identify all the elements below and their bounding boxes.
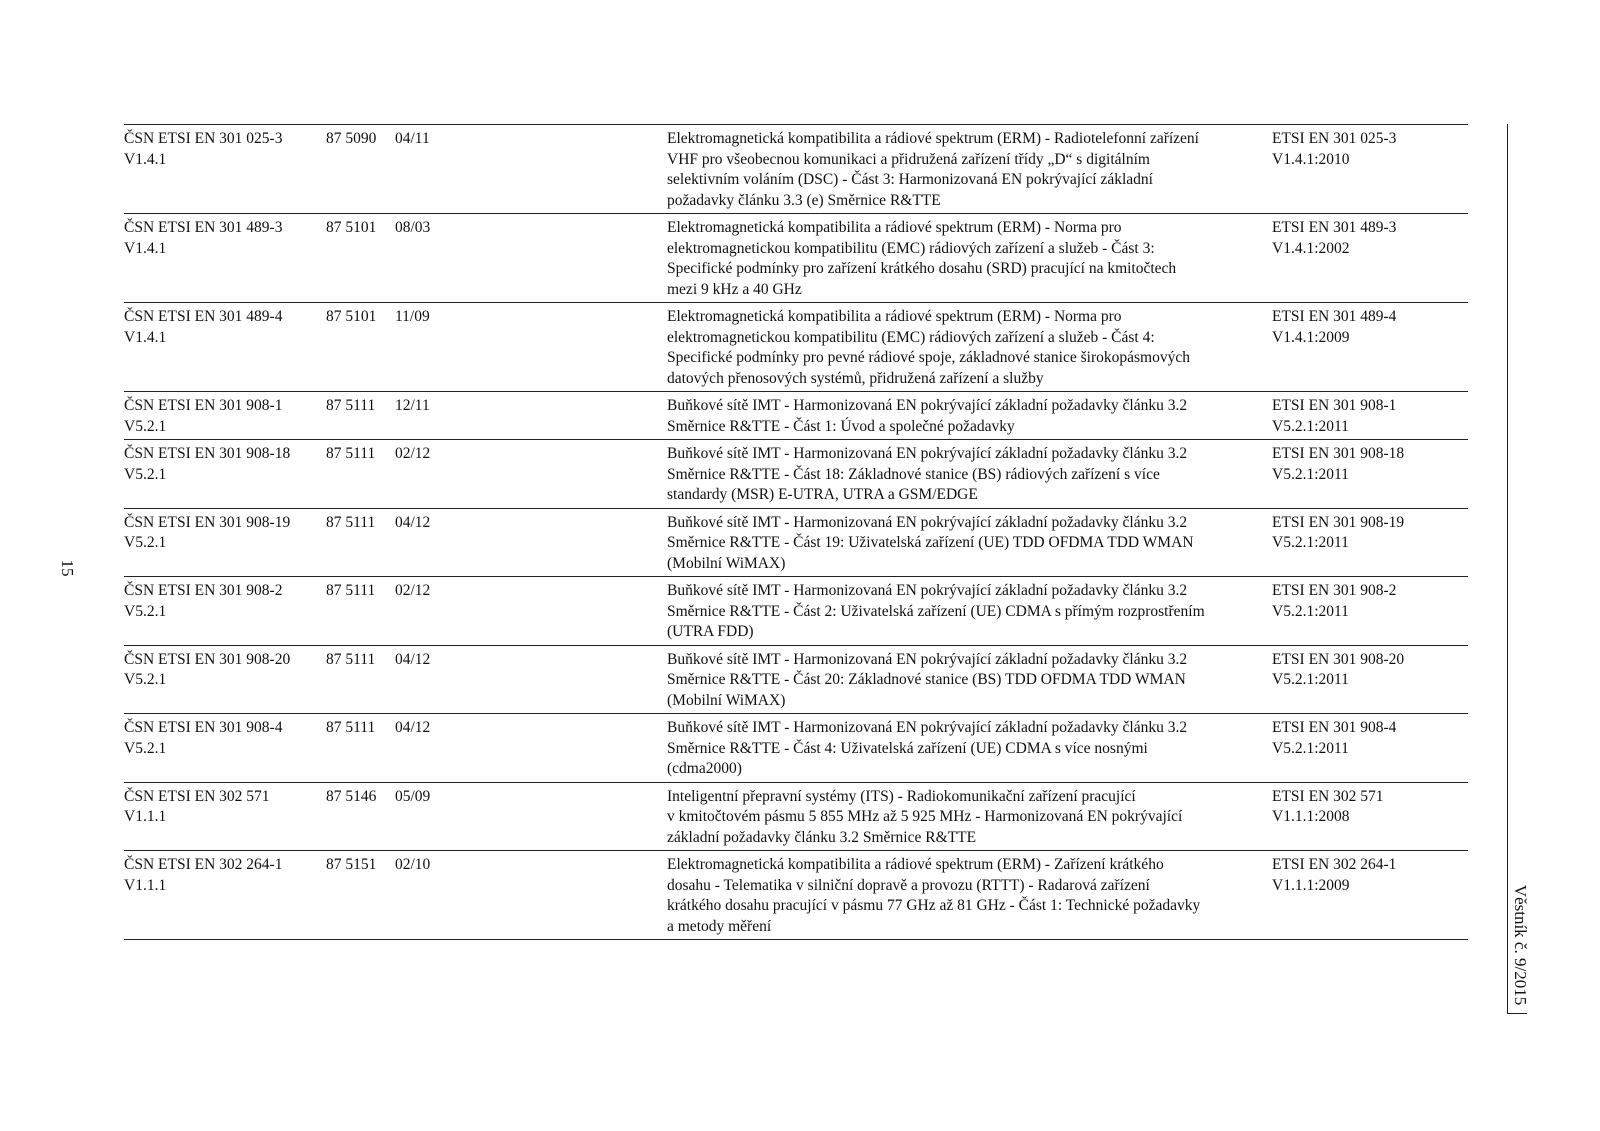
class-cell: 87 5101 [326,219,377,236]
etsi-cell: ETSI EN 302 264-1 V1.1.1:2009 [1272,856,1397,894]
standard-cell: ČSN ETSI EN 302 264-1 V1.1.1 [124,856,283,894]
standard-cell: ČSN ETSI EN 301 908-4 V5.2.1 [124,719,283,757]
table-row [124,303,1468,392]
standard-cell: ČSN ETSI EN 301 489-4 V1.4.1 [124,308,283,346]
date-cell: 12/11 [395,397,430,414]
title-cell: Elektromagnetická kompatibilita a rádiové spektrum (ERM) - Radiotelefonní zařízení VHF pro všeobecnou komunikaci a přidružená zařízení třídy „D“ s digitálním selektivním voláním (DSC) - Část 3: Harmonizovaná EN pokrývající základní požadavky článku 3.3 (e) Směrnice R&TTE [667,130,1199,209]
class-cell: 87 5111 [326,513,376,531]
title-cell: Buňkové sítě IMT - Harmonizovaná EN pokrývající základní požadavky článku 3.2 Směrnice R&TTE - Část 2: Uživatelská zařízení (UE) CDMA s přímým rozprostřením (UTRA FDD) [667,582,1205,640]
title-cell: Elektromagnetická kompatibilita a rádiové spektrum (ERM) - Zařízení krátkého dosahu - Telematika v silniční dopravě a provozu (RTTT) - Radarová zařízení krátkého dosahu pracující v pásmu 77 GHz až 81 GHz - Část 1: Technické požadavky a metody měření [667,856,1201,935]
date-cell: 04/12 [395,719,431,736]
etsi-cell: ETSI EN 301 908-18 V5.2.1:2011 [1272,445,1405,483]
table-row [124,392,1468,440]
table-row [124,214,1468,303]
etsi-cell: ETSI EN 301 908-19 V5.2.1:2011 [1272,513,1405,551]
title-cell: Elektromagnetická kompatibilita a rádiové spektrum (ERM) - Norma pro elektromagnetickou kompatibilitu (EMC) rádiových zařízení a služeb - Část 3: Specifické podmínky pro zařízení krátkého dosahu (SRD) pracující na kmitočtech mezi 9 kHz a 40 GHz [667,219,1177,298]
table-row [124,440,1468,509]
date-cell: 02/12 [395,445,431,462]
class-cell: 87 5090 [326,130,377,147]
title-cell: Buňkové sítě IMT - Harmonizovaná EN pokrývající základní požadavky článku 3.2 Směrnice R&TTE - Část 1: Úvod a společné požadavky [667,397,1188,435]
table-row [124,714,1468,783]
journal-label-box [1505,875,1535,1015]
date-cell: 04/11 [395,130,430,147]
table-row [124,646,1468,715]
title-cell: Inteligentní přepravní systémy (ITS) - Radiokomunikační zařízení pracující v kmitočtovém pásmu 5 855 MHz až 5 925 MHz - Harmonizovaná EN pokrývající základní požadavky článku 3.2 Směrnice R&TTE [667,787,1183,846]
class-cell: 87 5151 [326,856,377,873]
title-cell: Elektromagnetická kompatibilita a rádiové spektrum (ERM) - Norma pro elektromagnetickou kompatibilitu (EMC) rádiových zařízení a služeb - Část 4: Specifické podmínky pro pevné rádiové spoje, základnové stanice širokopásmových datových přenosových systémů, přidružená zařízení a služby [667,308,1190,387]
table-row [124,577,1468,646]
standard-cell: ČSN ETSI EN 301 908-19 V5.2.1 [124,513,291,551]
etsi-cell: ETSI EN 301 908-4 V5.2.1:2011 [1272,719,1397,757]
title-cell: Buňkové sítě IMT - Harmonizovaná EN pokrývající základní požadavky článku 3.2 Směrnice R&TTE - Část 20: Základnové stanice (BS) TDD OFDMA TDD WMAN (Mobilní WiMAX) [667,650,1188,709]
date-cell: 02/10 [395,856,431,873]
date-cell: 02/12 [395,582,431,599]
etsi-cell: ETSI EN 301 489-3 V1.4.1:2002 [1272,219,1397,257]
class-cell: 87 5111 [326,582,376,599]
date-cell: 05/09 [395,787,431,805]
etsi-cell: ETSI EN 301 908-20 V5.2.1:2011 [1272,650,1405,688]
table-row [124,125,1468,214]
etsi-cell: ETSI EN 301 908-2 V5.2.1:2011 [1272,582,1397,620]
page-number: 15 [58,559,77,577]
standard-cell: ČSN ETSI EN 301 908-1 V5.2.1 [124,397,283,435]
standard-cell: ČSN ETSI EN 301 908-2 V5.2.1 [124,582,283,620]
table-row [124,851,1468,940]
date-cell: 04/12 [395,650,431,668]
class-cell: 87 5111 [326,650,376,668]
title-cell: Buňkové sítě IMT - Harmonizovaná EN pokrývající základní požadavky článku 3.2 Směrnice R&TTE - Část 4: Uživatelská zařízení (UE) CDMA s více nosnými (cdma2000) [667,719,1188,777]
standards-table [124,124,1468,940]
class-cell: 87 5146 [326,787,377,805]
class-cell: 87 5111 [326,445,376,462]
etsi-cell: ETSI EN 301 025-3 V1.4.1:2010 [1272,130,1397,168]
table-row [124,783,1468,852]
title-cell: Buňkové sítě IMT - Harmonizovaná EN pokrývající základní požadavky článku 3.2 Směrnice R&TTE - Část 19: Uživatelská zařízení (UE) TDD OFDMA TDD WMAN (Mobilní WiMAX) [667,513,1194,572]
title-cell: Buňkové sítě IMT - Harmonizovaná EN pokrývající základní požadavky článku 3.2 Směrnice R&TTE - Část 18: Základnové stanice (BS) rádiových zařízení s více standardy (MSR) E-UTRA, UTRA a GSM/EDGE [667,445,1188,503]
class-cell: 87 5101 [326,308,377,325]
standard-cell: ČSN ETSI EN 302 571 V1.1.1 [124,787,270,825]
etsi-cell: ETSI EN 301 908-1 V5.2.1:2011 [1272,397,1397,435]
date-cell: 11/09 [395,308,430,325]
etsi-cell: ETSI EN 302 571 V1.1.1:2008 [1272,787,1384,825]
standard-cell: ČSN ETSI EN 301 908-18 V5.2.1 [124,445,291,483]
standard-cell: ČSN ETSI EN 301 489-3 V1.4.1 [124,219,283,257]
table-row [124,509,1468,578]
date-cell: 04/12 [395,513,431,531]
class-cell: 87 5111 [326,397,376,414]
standard-cell: ČSN ETSI EN 301 908-20 V5.2.1 [124,650,291,688]
standard-cell: ČSN ETSI EN 301 025-3 V1.4.1 [124,130,283,168]
date-cell: 08/03 [395,219,431,236]
journal-label: Věstník č. 9/2015 [1511,884,1530,1006]
class-cell: 87 5111 [326,719,376,736]
etsi-cell: ETSI EN 301 489-4 V1.4.1:2009 [1272,308,1397,346]
